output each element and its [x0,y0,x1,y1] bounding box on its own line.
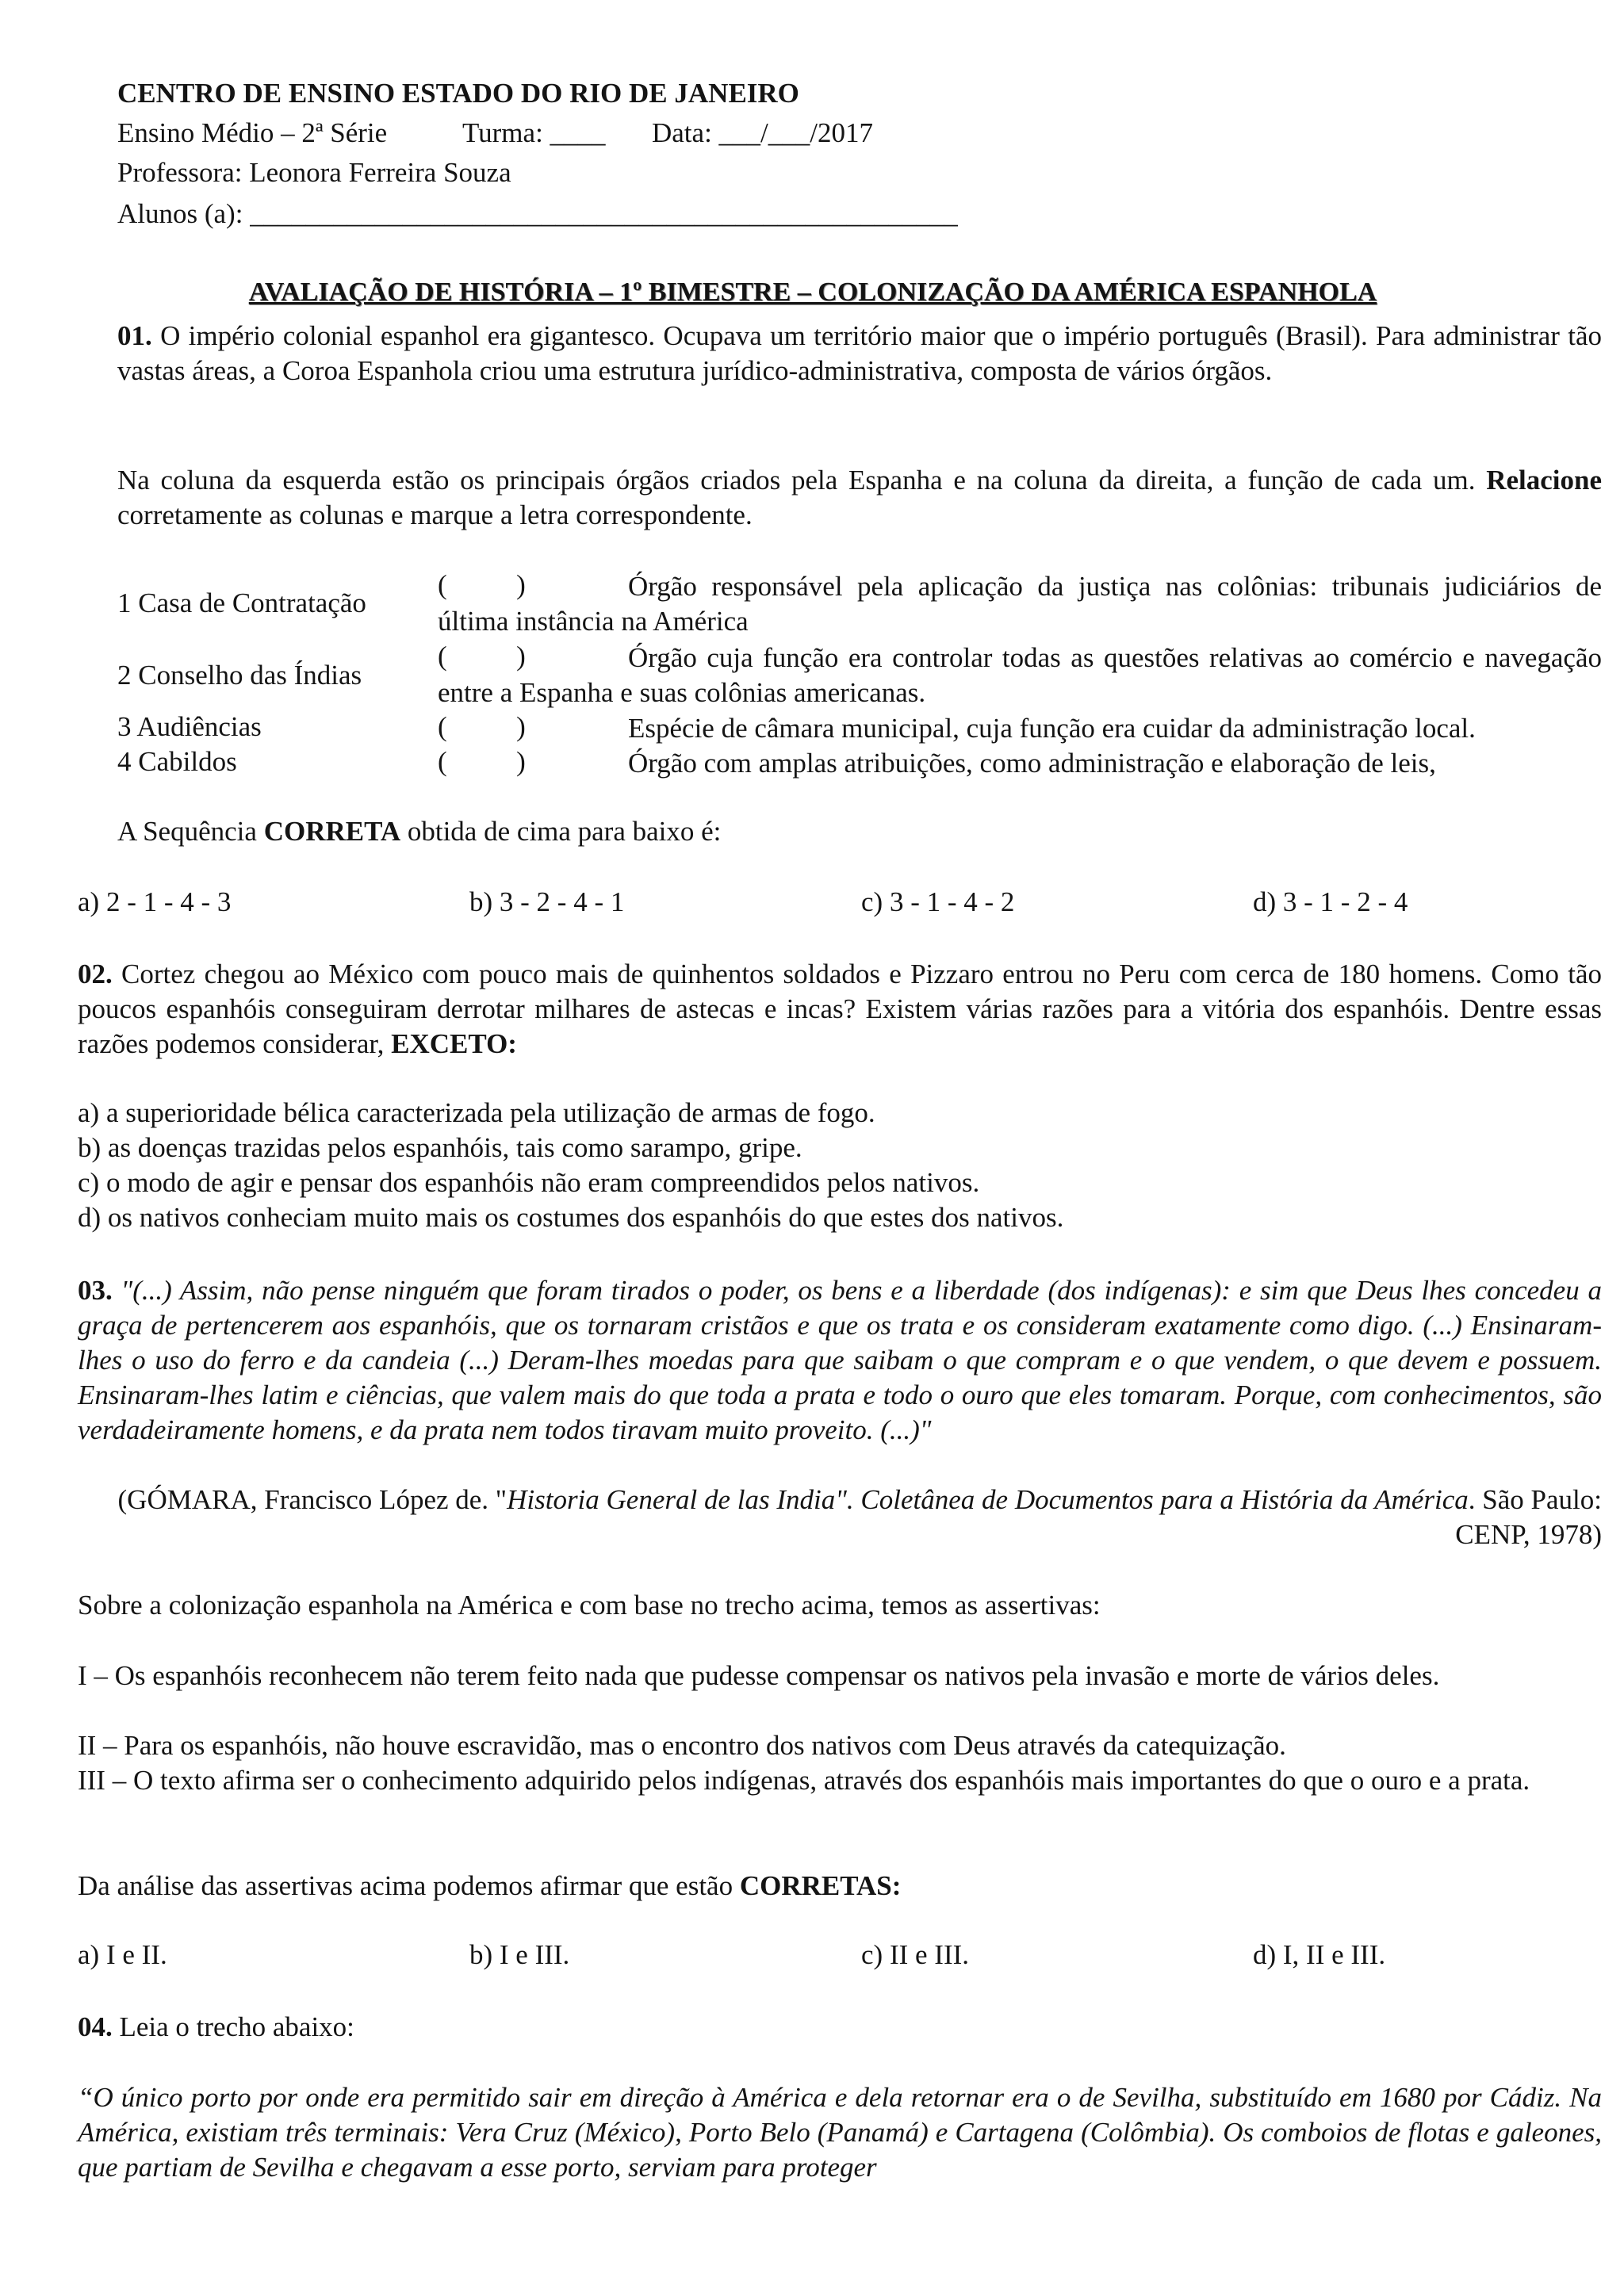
turma-field: Turma: ____ [462,117,606,148]
q2-option-d[interactable]: d) os nativos conheciam muito mais os costumes dos espanhóis do que estes dos nativos. [78,1202,1064,1233]
question-01-instruction: Na coluna da esquerda estão os principais órgãos criados pela Espanha e na coluna da direita, a função de cada um. Relacione corretamente as colunas e marque a letra correspondente. [117,465,1602,530]
question-04-quote: “O único porto por onde era permitido sair em direção à América e dela retornar era o de Sevilha, substituído em 1680 por Cádiz. Na América, existiam três terminais: Vera Cruz (México), Porto Belo (Panamá) e Cartagena (Colômbia). Os comboios de flotas e galeones, que partiam de Sevilha e chegavam a esse porto, serviam para proteger [78,2082,1602,2183]
q1-option-d[interactable]: d) 3 - 1 - 2 - 4 [1253,886,1408,917]
question-number: 04. [78,2011,113,2042]
organ-4: 4 Cabildos [117,746,237,777]
q2-option-c[interactable]: c) o modo de agir e pensar dos espanhóis não eram compreendidos pelos nativos. [78,1167,980,1198]
answer-blank-4[interactable]: ( ) [438,746,526,777]
q1-option-c[interactable]: c) 3 - 1 - 4 - 2 [861,886,1015,917]
q3-option-d[interactable]: d) I, II e III. [1253,1939,1386,1970]
answer-blank-2[interactable]: ( ) [438,641,526,672]
organ-2: 2 Conselho das Índias [117,660,362,691]
q1-option-a[interactable]: a) 2 - 1 - 4 - 3 [78,886,232,917]
question-number: 03. [78,1275,113,1306]
organ-1: 1 Casa de Contratação [117,587,366,618]
question-04-intro: 04. Leia o trecho abaixo: [78,2011,354,2042]
answer-blank-1[interactable]: ( ) [438,569,526,600]
q3-option-b[interactable]: b) I e III. [469,1939,570,1970]
q3-option-a[interactable]: a) I e II. [78,1939,167,1970]
teacher-name: Professora: Leonora Ferreira Souza [117,157,511,188]
assertion-2: II – Para os espanhóis, não houve escravidão, mas o encontro dos nativos com Deus através da catequização. [78,1730,1286,1761]
question-02-text: 02. Cortez chegou ao México com pouco mais de quinhentos soldados e Pizzaro entrou no Peru com cerca de 180 homens. Como tão poucos espanhóis conseguiram derrotar milhares de astecas e incas? Existem várias razões para a vitória dos espanhóis. Dentre essas razões podemos considerar, EXCETO: [78,959,1603,1059]
function-1: Órgão responsável pela aplicação da justiça nas colônias: tribunais judiciários de última instância na América [438,571,1602,637]
question-03-quote: 03. "(...) Assim, não pense ninguém que foram tirados o poder, os bens e a liberdade (dos indígenas): e sim que Deus lhes concedeu a graça de pertencerem aos espanhóis, que os tornaram cristãos e que os trata e os consideram exatamente como digo. (...) Ensinaram-lhes o uso do ferro e da candeia (...) Deram-lhes moedas para que saibam o que compram e o que vendem, o que devem e possuem. Ensinaram-lhes latim e ciências, que valem mais do que toda a prata e todo o ouro que eles tomaram. Porque, com conhecimentos, são verdadeiramente homens, e da prata nem todos tiravam muito proveito. (...)" [78,1275,1602,1445]
question-01-intro: 01. O império colonial espanhol era gigantesco. Ocupava um território maior que o império português (Brasil). Para administrar tão vastas áreas, a Coroa Espanhola criou uma estrutura jurídico-administrativa, composta de vários órgãos. [117,320,1603,386]
organ-3: 3 Audiências [117,711,262,742]
function-4: Órgão com amplas atribuições, como administração e elaboração de leis, [628,748,1436,779]
function-2: Órgão cuja função era controlar todas as questões relativas ao comércio e navegação entre a Espanha e suas colônias americanas. [438,642,1602,708]
date-field: Data: ___/___/2017 [652,117,873,148]
function-3: Espécie de câmara municipal, cuja função era cuidar da administração local. [628,713,1476,744]
quote-source: (GÓMARA, Francisco López de. "Historia General de las India". Coletânea de Documentos para a História da América. São Paulo: CENP, 1978) [117,1484,1602,1550]
answer-blank-3[interactable]: ( ) [438,711,526,742]
sequence-prompt: A Sequência CORRETA obtida de cima para baixo é: [117,816,722,847]
assertion-1: I – Os espanhóis reconhecem não terem feito nada que pudesse compensar os nativos pela invasão e morte de vários deles. [78,1660,1440,1691]
school-name: CENTRO DE ENSINO ESTADO DO RIO DE JANEIRO [117,78,799,109]
assertion-3: III – O texto afirma ser o conhecimento adquirido pelos indígenas, através dos espanhóis mais importantes do que o ouro e a prata. [78,1765,1530,1796]
q1-option-b[interactable]: b) 3 - 2 - 4 - 1 [469,886,625,917]
assertions-prompt: Sobre a colonização espanhola na América e com base no trecho acima, temos as assertivas: [78,1590,1101,1621]
students-field: Alunos (a): ___________________________________________________ [117,198,958,229]
q2-option-a[interactable]: a) a superioridade bélica caracterizada pela utilização de armas de fogo. [78,1097,875,1128]
question-number: 02. [78,959,113,989]
analysis-prompt: Da análise das assertivas acima podemos afirmar que estão CORRETAS: [78,1870,902,1901]
q3-option-c[interactable]: c) II e III. [861,1939,970,1970]
question-number: 01. [117,320,152,351]
class-level: Ensino Médio – 2ª Série [117,117,388,148]
q2-option-b[interactable]: b) as doenças trazidas pelos espanhóis, tais como sarampo, gripe. [78,1132,802,1163]
exam-title: AVALIAÇÃO DE HISTÓRIA – 1º BIMESTRE – COLONIZAÇÃO DA AMÉRICA ESPANHOLA [248,277,1377,307]
